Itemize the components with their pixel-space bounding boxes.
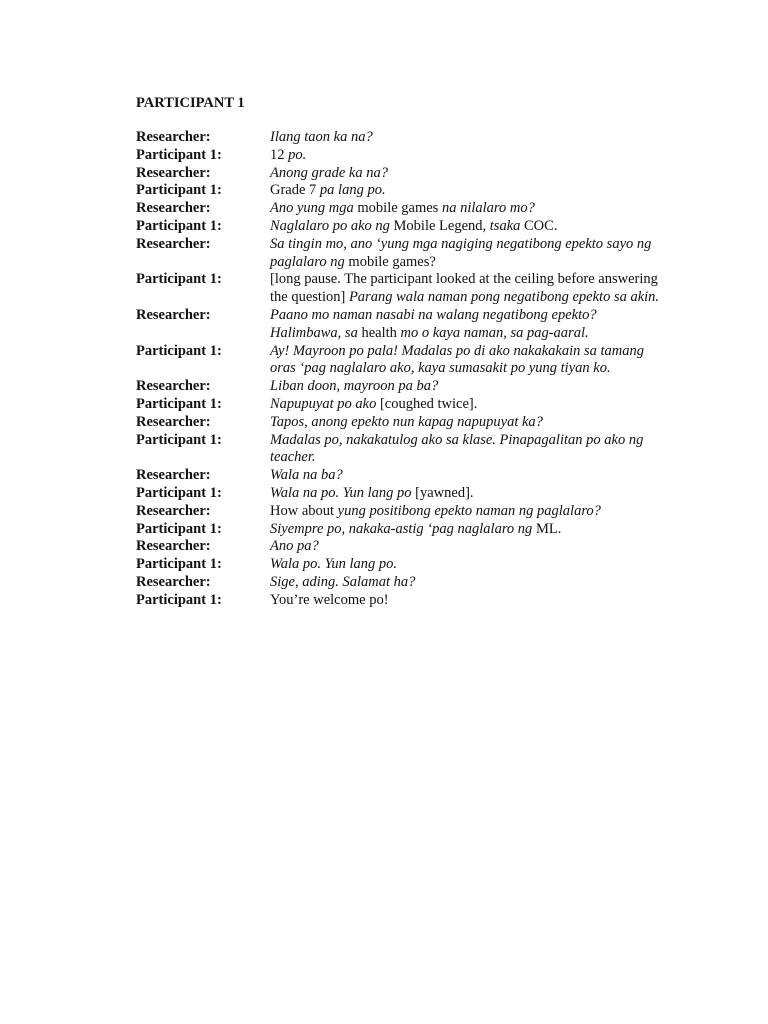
transcript-row xyxy=(136,538,696,556)
transcript-row xyxy=(136,432,696,468)
utterance-text xyxy=(270,271,670,307)
speaker-label: Participant 1: xyxy=(136,271,222,288)
utterance-text xyxy=(270,200,670,218)
utterance-text xyxy=(270,485,670,503)
speaker-label: Researcher: xyxy=(136,502,211,519)
transcript-row xyxy=(136,574,696,592)
utterance-segment: Napupuyat po ako xyxy=(270,395,380,412)
utterance-segment: pa lang po. xyxy=(319,182,386,199)
transcript-row xyxy=(136,236,696,272)
utterance-segment: health xyxy=(361,324,401,341)
utterance-text xyxy=(270,165,670,183)
speaker-label: Researcher: xyxy=(136,235,211,252)
utterance-segment: Mobile Legend, xyxy=(393,217,490,234)
transcript-row xyxy=(136,165,696,183)
utterance-segment: ML. xyxy=(535,520,562,537)
utterance-text xyxy=(270,378,670,396)
utterance-text xyxy=(270,396,670,414)
speaker-label: Participant 1: xyxy=(136,520,222,537)
utterance-text xyxy=(270,556,670,574)
utterance-segment: Sa tingin mo, ano ‘yung mga nagiging negatibong epekto sayo ng paglalaro ng xyxy=(270,235,652,270)
utterance-text xyxy=(270,343,670,379)
transcript-row xyxy=(136,485,696,503)
speaker-label: Researcher: xyxy=(136,129,211,145)
utterance-segment: Grade 7 xyxy=(270,182,320,199)
utterance-segment: mo o kaya naman, sa pag-aaral. xyxy=(400,324,589,341)
utterance-segment: Ilang taon ka na? xyxy=(270,129,373,145)
speaker-label: Researcher: xyxy=(136,378,211,395)
speaker-label: Participant 1: xyxy=(136,484,222,501)
speaker-label: Participant 1: xyxy=(136,146,222,163)
speaker-label: Researcher: xyxy=(136,413,211,430)
transcript-row xyxy=(136,147,696,165)
utterance-text xyxy=(270,521,670,539)
utterance-text xyxy=(270,414,670,432)
speaker-label: Participant 1: xyxy=(136,342,222,359)
utterance-segment: mobile games? xyxy=(348,253,436,270)
utterance-segment: yung positibong epekto naman ng paglalaro? xyxy=(337,502,601,519)
utterance-segment: Liban doon, mayroon pa ba? xyxy=(270,378,439,395)
utterance-segment: Ano pa? xyxy=(270,538,319,555)
transcript-row xyxy=(136,129,696,147)
utterance-segment: [long pause. The participant looked at the ceiling before answering the question] xyxy=(270,271,658,306)
utterance-text xyxy=(270,147,670,165)
utterance-segment: tsaka xyxy=(489,217,525,234)
utterance-text xyxy=(270,182,670,200)
speaker-label: Participant 1: xyxy=(136,217,222,234)
utterance-text xyxy=(270,218,670,236)
transcript-row xyxy=(136,592,696,610)
speaker-label: Researcher: xyxy=(136,538,211,555)
utterance-segment: na nilalaro mo? xyxy=(441,200,535,217)
utterance-segment: Anong grade ka na? xyxy=(270,164,388,181)
utterance-segment: COC. xyxy=(524,217,558,234)
page-title: PARTICIPANT 1 xyxy=(136,95,245,111)
utterance-text xyxy=(270,503,670,521)
speaker-label: Participant 1: xyxy=(136,431,222,448)
speaker-label: Researcher: xyxy=(136,164,211,181)
speaker-label: Researcher: xyxy=(136,306,211,323)
utterance-segment: How about xyxy=(270,502,338,519)
speaker-label: Participant 1: xyxy=(136,182,222,199)
utterance-segment: [coughed twice]. xyxy=(379,395,478,412)
transcript-row xyxy=(136,467,696,485)
speaker-label: Participant 1: xyxy=(136,556,222,573)
utterance-text xyxy=(270,538,670,556)
utterance-segment: Tapos, anong epekto nun kapag napupuyat ka? xyxy=(270,413,543,430)
transcript-row xyxy=(136,343,696,379)
transcript-row xyxy=(136,521,696,539)
speaker-label: Researcher: xyxy=(136,573,211,590)
utterance-segment: Naglalaro po ako ng xyxy=(270,217,394,234)
utterance-segment: You’re welcome po! xyxy=(270,591,389,608)
utterance-segment: Siyempre po, nakaka-astig ‘pag naglalaro ng xyxy=(270,520,536,537)
transcript-row xyxy=(136,378,696,396)
speaker-label: Participant 1: xyxy=(136,395,222,412)
utterance-segment: Sige, ading. Salamat ha? xyxy=(270,573,416,590)
utterance-segment: Paano mo naman nasabi na walang negatibong epekto? Halimbawa, sa xyxy=(270,306,597,341)
utterance-segment: mobile games xyxy=(357,200,442,217)
utterance-segment: Parang wala naman pong negatibong epekto sa akin. xyxy=(348,289,660,306)
transcript-row xyxy=(136,271,696,307)
transcript-row xyxy=(136,307,696,343)
utterance-text xyxy=(270,432,670,468)
transcript-row xyxy=(136,218,696,236)
transcript-row xyxy=(136,503,696,521)
speaker-label: Researcher: xyxy=(136,200,211,217)
utterance-segment: [yawned]. xyxy=(415,484,474,501)
utterance-text xyxy=(270,129,670,147)
transcript-row xyxy=(136,396,696,414)
transcript-row xyxy=(136,200,696,218)
utterance-text xyxy=(270,592,670,610)
utterance-segment: Madalas po, nakakatulog ako sa klase. Pinapagalitan po ako ng teacher. xyxy=(270,431,644,466)
utterance-text xyxy=(270,467,670,485)
transcript-row xyxy=(136,414,696,432)
transcript-page xyxy=(136,94,696,610)
transcript-row xyxy=(136,182,696,200)
utterance-segment: Ano yung mga xyxy=(270,200,358,217)
utterance-segment: Wala na po. Yun lang po xyxy=(270,484,416,501)
utterance-segment: Ay! Mayroon po pala! Madalas po di ako nakakakain sa tamang oras ‘pag naglalaro ako, kaya sumasakit po yung tiyan ko. xyxy=(270,342,644,377)
utterance-segment: Wala po. Yun lang po. xyxy=(270,556,398,573)
utterance-text xyxy=(270,574,670,592)
utterance-segment: Wala na ba? xyxy=(270,467,343,484)
speaker-label: Participant 1: xyxy=(136,591,222,608)
transcript-row xyxy=(136,556,696,574)
utterance-text xyxy=(270,236,670,272)
transcript-body xyxy=(136,129,696,610)
utterance-text xyxy=(270,307,670,343)
utterance-segment: 12 xyxy=(270,146,289,163)
utterance-segment: po. xyxy=(288,146,307,163)
speaker-label: Researcher: xyxy=(136,467,211,484)
